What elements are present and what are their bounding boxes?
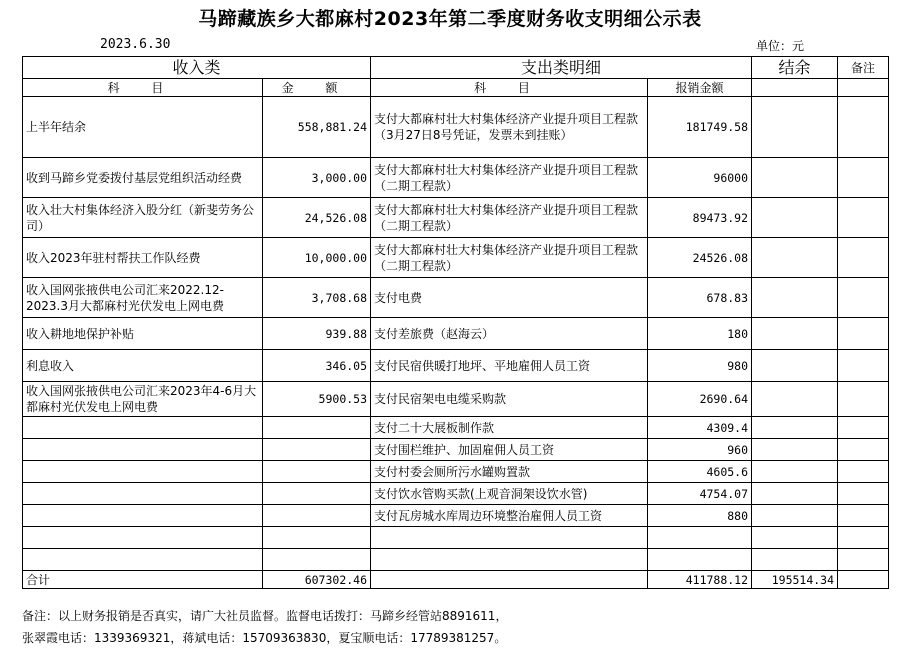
empty-cell: [371, 549, 648, 571]
income-amount: 346.05: [263, 350, 371, 382]
income-item: 利息收入: [23, 350, 263, 382]
empty-cell: [371, 527, 648, 549]
balance-cell: [752, 461, 838, 483]
expense-item: 支付二十大展板制作款: [371, 417, 648, 439]
total-balance: 195514.34: [752, 571, 838, 589]
table-row: [23, 158, 889, 198]
expense-item: 支付围栏维护、加固雇佣人员工资: [371, 439, 648, 461]
footer-notes: [22, 605, 507, 649]
income-item: [23, 417, 263, 439]
remark-cell: [838, 198, 889, 238]
remark-cell: [838, 350, 889, 382]
income-item-header: 科 目: [23, 79, 263, 97]
report-date: 2023.6.30: [100, 37, 171, 52]
income-amount: 3,708.68: [263, 278, 371, 318]
income-header: 收入类: [23, 57, 371, 79]
balance-cell: [752, 350, 838, 382]
balance-cell: [752, 382, 838, 417]
table-row: [23, 417, 889, 439]
income-item: 上半年结余: [23, 97, 263, 158]
remark-cell: [838, 417, 889, 439]
income-amount: 10,000.00: [263, 238, 371, 278]
table-row: [23, 97, 889, 158]
income-amount: [263, 483, 371, 505]
remark-cell: [838, 461, 889, 483]
income-item: [23, 483, 263, 505]
income-amount-header: 金 额: [263, 79, 371, 97]
empty-cell: [838, 549, 889, 571]
table-row: [23, 461, 889, 483]
table-row: [23, 278, 889, 318]
empty-cell: [263, 527, 371, 549]
expense-amount-header: 报销金额: [648, 79, 752, 97]
balance-cell: [752, 417, 838, 439]
table-row: [23, 238, 889, 278]
expense-item: 支付大都麻村壮大村集体经济产业提升项目工程款（二期工程款）: [371, 198, 648, 238]
income-item: [23, 439, 263, 461]
income-item: 收到马蹄乡党委拨付基层党组织活动经费: [23, 158, 263, 198]
expense-item: 支付电费: [371, 278, 648, 318]
income-amount: [263, 461, 371, 483]
expense-item: 支付饮水管购买款(上观音洞架设饮水管): [371, 483, 648, 505]
expense-amount: 4309.4: [648, 417, 752, 439]
remark-cell: [838, 238, 889, 278]
expense-amount: 24526.08: [648, 238, 752, 278]
remark-cell: [838, 318, 889, 350]
expense-amount: 181749.58: [648, 97, 752, 158]
balance-cell: [752, 505, 838, 527]
empty-cell: [752, 549, 838, 571]
expense-amount: 4754.07: [648, 483, 752, 505]
table-row: [23, 318, 889, 350]
empty-row: [23, 549, 889, 571]
balance-cell: [752, 158, 838, 198]
expense-amount: 96000: [648, 158, 752, 198]
balance-header-empty: [752, 79, 838, 97]
page-title: 马蹄藏族乡大都麻村2023年第二季度财务收支明细公示表: [198, 8, 702, 30]
balance-cell: [752, 439, 838, 461]
income-item: 收入国网张掖供电公司汇来2023年4-6月大都麻村光伏发电上网电费: [23, 382, 263, 417]
currency-unit: 单位：元: [756, 39, 805, 53]
expense-amount: 678.83: [648, 278, 752, 318]
balance-cell: [752, 238, 838, 278]
expense-header: 支出类明细: [371, 57, 752, 79]
remark-cell: [838, 483, 889, 505]
table-row: [23, 382, 889, 417]
expense-amount: 960: [648, 439, 752, 461]
income-item: [23, 461, 263, 483]
note-line: 备注：以上财务报销是否真实，请广大社员监督。监督电话拨打：马蹄乡经管站8891611，: [22, 609, 508, 623]
income-amount: 5900.53: [263, 382, 371, 417]
balance-cell: [752, 483, 838, 505]
income-item: 收入壮大村集体经济入股分红（新斐劳务公司）: [23, 198, 263, 238]
finance-table: [22, 56, 889, 589]
total-row: [23, 571, 889, 589]
expense-amount: 180: [648, 318, 752, 350]
expense-amount: 2690.64: [648, 382, 752, 417]
expense-item: 支付瓦房城水库周边环境整治雇佣人员工资: [371, 505, 648, 527]
empty-cell: [752, 527, 838, 549]
income-amount: 558,881.24: [263, 97, 371, 158]
note-line: 张翠霞电话：1339369321，蒋斌电话：15709363830，夏宝顺电话：17789381257。: [22, 631, 507, 645]
table-row: [23, 350, 889, 382]
balance-cell: [752, 198, 838, 238]
expense-amount: 880: [648, 505, 752, 527]
total-remark-empty: [838, 571, 889, 589]
empty-row: [23, 527, 889, 549]
empty-cell: [263, 549, 371, 571]
income-amount: 24,526.08: [263, 198, 371, 238]
remark-header-empty: [838, 79, 889, 97]
table-row: [23, 483, 889, 505]
remark-cell: [838, 439, 889, 461]
income-item: 收入2023年驻村帮扶工作队经费: [23, 238, 263, 278]
expense-item: 支付大都麻村壮大村集体经济产业提升项目工程款（二期工程款）: [371, 238, 648, 278]
expense-amount: 89473.92: [648, 198, 752, 238]
balance-cell: [752, 318, 838, 350]
total-expense-item-empty: [371, 571, 648, 589]
expense-amount: 4605.6: [648, 461, 752, 483]
total-expense: 411788.12: [648, 571, 752, 589]
empty-cell: [23, 549, 263, 571]
total-income: 607302.46: [263, 571, 371, 589]
expense-item: 支付民宿供暖打地坪、平地雇佣人员工资: [371, 350, 648, 382]
income-amount: 3,000.00: [263, 158, 371, 198]
expense-item: 支付差旅费（赵海云）: [371, 318, 648, 350]
income-amount: [263, 417, 371, 439]
empty-cell: [648, 549, 752, 571]
remark-cell: [838, 278, 889, 318]
income-amount: 939.88: [263, 318, 371, 350]
remark-cell: [838, 382, 889, 417]
remark-cell: [838, 97, 889, 158]
remark-cell: [838, 505, 889, 527]
expense-amount: 980: [648, 350, 752, 382]
expense-item: 支付大都麻村壮大村集体经济产业提升项目工程款（3月27日8号凭证，发票未到挂账）: [371, 97, 648, 158]
expense-item: 支付大都麻村壮大村集体经济产业提升项目工程款（二期工程款）: [371, 158, 648, 198]
income-amount: [263, 439, 371, 461]
expense-item-header: 科 目: [371, 79, 648, 97]
expense-item: 支付村委会厕所污水罐购置款: [371, 461, 648, 483]
expense-item: 支付民宿架电电缆采购款: [371, 382, 648, 417]
income-item: 收入国网张掖供电公司汇来2022.12-2023.3月大都麻村光伏发电上网电费: [23, 278, 263, 318]
empty-cell: [23, 527, 263, 549]
table-row: [23, 439, 889, 461]
income-amount: [263, 505, 371, 527]
balance-cell: [752, 278, 838, 318]
remark-header: 备注: [838, 57, 889, 79]
table-row: [23, 505, 889, 527]
empty-cell: [648, 527, 752, 549]
balance-cell: [752, 97, 838, 158]
income-item: 收入耕地地保护补贴: [23, 318, 263, 350]
table-row: [23, 198, 889, 238]
total-label: 合计: [23, 571, 263, 589]
income-item: [23, 505, 263, 527]
remark-cell: [838, 158, 889, 198]
balance-header: 结余: [752, 57, 838, 79]
empty-cell: [838, 527, 889, 549]
